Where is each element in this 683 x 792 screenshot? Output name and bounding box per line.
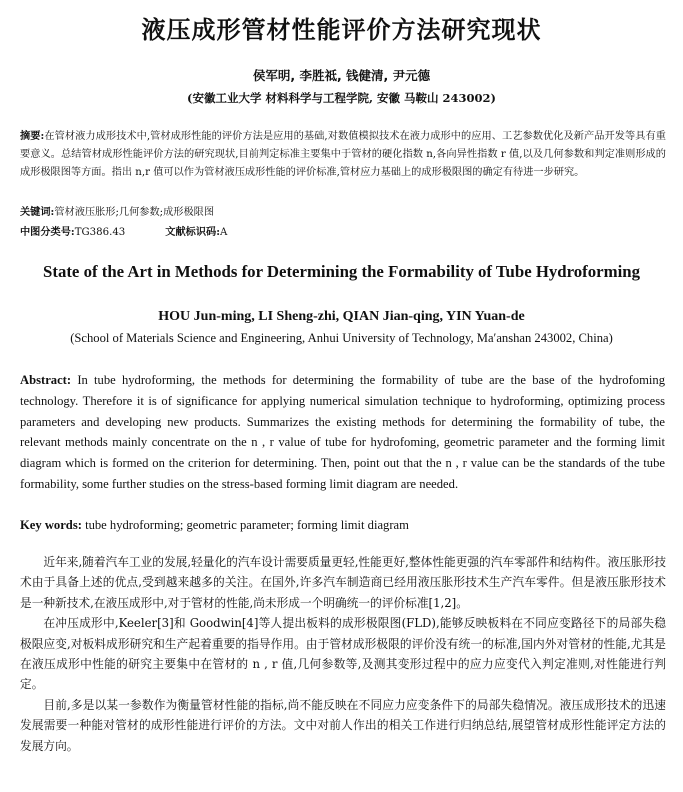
chinese-authors: 侯军明, 李胜祗, 钱健清, 尹元德 [252, 68, 431, 83]
chinese-keywords-text: 管材液压胀形;几何参数;成形极限图 [54, 207, 215, 218]
english-affiliation: (School of Materials Science and Engineering, Anhui University of Technology, Ma′anshan 243002, China) [70, 331, 613, 345]
english-title: State of the Art in Methods for Determining the Formability of Tube Hydroforming [43, 262, 640, 281]
chinese-abstract-text: 在管材液力成形技术中,管材成形性能的评价方法是应用的基础,对数值模拟技术在液力成形中的应用、工艺参数优化及新产品开发等具有重要意义。总结管材成形性能评价方法的研究现状,目前判定标准主要集中于管材的硬化指数 n,各向异性指数 r 值,以及几何参数和判定准则形成的成形极限图等方面。指出 n,r 值可以作为管材液压成形性能的评价标准,管材应力基础上的成形极限图的确定有待进一步研究。 [20, 131, 666, 179]
english-abstract-label: Abstract: [20, 373, 72, 387]
chinese-abstract [20, 127, 666, 183]
document-code-label: 文献标识码: [165, 226, 220, 238]
english-authors: HOU Jun-ming, LI Sheng-zhi, QIAN Jian-qing, YIN Yuan-de [158, 309, 525, 324]
english-keywords-text: tube hydroforming; geometric parameter; forming limit diagram [85, 518, 409, 532]
body-text [20, 552, 666, 756]
english-keywords-label: Key words: [20, 518, 82, 532]
chinese-title: 液压成形管材性能评价方法研究现状 [141, 16, 542, 44]
body-paragraph-3: 目前,多是以某一参数作为衡量管材性能的指标,尚不能反映在不同应力应变条件下的局部失稳情况。液压成形技术的迅速发展需要一种能对管材的成形性能进行评价的方法。文中对前人作出的相关工作进行归纳总结,展望管材成形性能评定方法的发展方向。 [20, 697, 666, 753]
class-number-value: TG386.43 [74, 227, 126, 238]
chinese-abstract-label: 摘要: [20, 130, 45, 142]
document-code-value: A [220, 227, 228, 238]
english-keywords [20, 516, 665, 534]
classification-line [20, 224, 666, 241]
chinese-affiliation: (安徽工业大学 材料科学与工程学院, 安徽 马鞍山 243002) [187, 91, 496, 105]
body-paragraph-1: 近年来,随着汽车工业的发展,轻量化的汽车设计需要质量更轻,性能更好,整体性能更强的汽车零部件和结构件。液压胀形技术由于具备上述的优点,受到越来越多的关注。在国外,许多汽车制造商已经用液压胀形技术生产汽车零件。但是液压胀形技术是一种新技术,在液压成形中,对于管材的性能,尚未形成一个明确统一的评价标准[1,2]。 [20, 555, 667, 610]
class-number-label: 中图分类号: [20, 226, 75, 238]
chinese-keywords [20, 204, 666, 221]
english-abstract [20, 370, 665, 495]
english-abstract-text: In tube hydroforming, the methods for determining the formability of tube are the base of the hydrofoming technology. Therefore it is of significance for applying numerical simulation technique to hydroforming, optimizing process parameters and developing new products. Summarizes the existing methods for determining the formability of tube, the relevant methods mainly concentrate on the n , r value of tube for hydrofoming, geometric parameter and the forming limit diagram which is formed on the criterion for determining. Then, point out that the n , r value can be the standards of the tube formability, some further studies on the stress-based forming limit diagram are needed. [20, 373, 665, 491]
body-paragraph-2: 在冲压成形中,Keeler[3]和 Goodwin[4]等人提出板料的成形极限图(FLD),能够反映板料在不同应变路径下的局部失稳极限应变,对板料成形研究和生产起着重要的指导作用。由于管材成形极限的评价没有统一的标准,国内外对管材的性能,尤其是在液压成形中性能的研究主要集中在管材的 n , r 值,几何参数等,及测其变形过程中的应力应变代入判定准则,对性能进行判定。 [20, 616, 666, 692]
chinese-keywords-label: 关键词: [20, 206, 55, 218]
